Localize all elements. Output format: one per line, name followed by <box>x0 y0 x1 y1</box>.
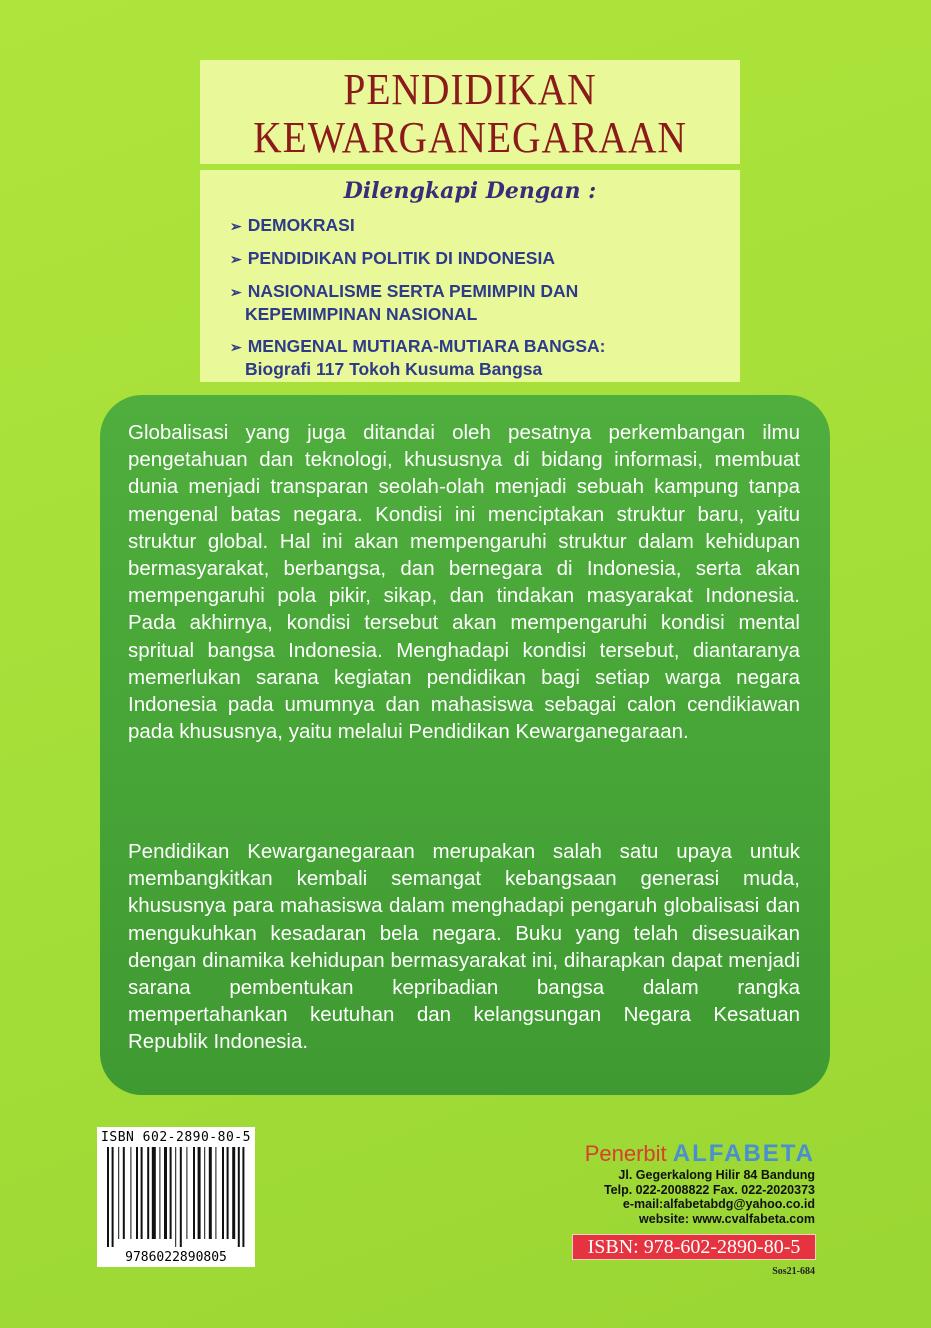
barcode-bar <box>107 1147 109 1247</box>
contents-item <box>230 247 606 270</box>
blurb-paragraph-2: Pendidikan Kewarganegaraan merupakan salah satu upaya untuk membangkitkan kembali semangat kebangsaan generasi muda, khususnya para mahasiswa dalam menghadapi pengaruh globalisasi dan mengukuhkan kesadaran bela negara. Buku yang telah disesuaikan dengan dinamika kehidupan bermasyarakat ini, diharapkan dapat menjadi sarana pembentukan kepribadian bangsa dalam rangka mempertahankan keutuhan dan kelangsungan Negara Kesatuan Republik Indonesia. <box>128 840 800 1054</box>
barcode-bar <box>123 1147 125 1239</box>
arrowhead-bullet-icon: ➢ <box>230 284 242 300</box>
publisher-email: e-mail:alfabetabdg@yahoo.co.id <box>622 1197 815 1211</box>
barcode-bar <box>222 1147 224 1239</box>
blurb-box <box>100 395 830 1095</box>
barcode-bar <box>232 1147 235 1239</box>
publisher-address: Jl. Gegerkalong Hilir 84 Bandung <box>618 1168 815 1182</box>
barcode-bar <box>130 1147 131 1239</box>
barcode-bar <box>215 1147 216 1239</box>
contents-panel <box>200 170 740 382</box>
publisher-name <box>585 1140 815 1168</box>
contents-item-text-2: KEPEMIMPINAN NASIONAL <box>245 304 478 324</box>
arrowhead-bullet-icon: ➢ <box>230 218 242 234</box>
barcode-bar <box>227 1147 229 1239</box>
barcode-bars <box>105 1147 247 1247</box>
barcode-bar <box>175 1147 176 1247</box>
title-line-2: KEWARGANEGARAAN <box>253 113 687 162</box>
contents-item <box>230 335 606 380</box>
barcode-bar <box>118 1147 119 1239</box>
arrowhead-bullet-icon: ➢ <box>230 251 242 267</box>
barcode-isbn-text: ISBN 602-2890-80-5 <box>101 1130 251 1145</box>
publisher-prefix: Penerbit <box>584 1141 667 1166</box>
arrowhead-bullet-icon: ➢ <box>230 339 242 355</box>
barcode-bar <box>209 1147 212 1239</box>
barcode-bar <box>164 1147 167 1239</box>
contents-item-text: DEMOKRASI <box>247 215 355 235</box>
barcode-bar <box>159 1147 160 1239</box>
title-line-1: PENDIDIKAN <box>343 65 597 114</box>
publisher-logo-text: ALFABETA <box>672 1140 815 1167</box>
barcode-bar <box>180 1147 182 1247</box>
barcode-bar <box>238 1147 240 1247</box>
barcode-bar <box>186 1147 187 1239</box>
barcode-number: 9786022890805 <box>125 1250 227 1265</box>
barcode <box>97 1127 255 1267</box>
barcode-bar <box>198 1147 201 1239</box>
title-panel <box>200 60 740 164</box>
barcode-bar <box>193 1147 195 1239</box>
contents-intro: Dilengkapi Dengan : <box>343 178 597 204</box>
contents-item-text: NASIONALISME SERTA PEMIMPIN DAN <box>247 281 579 301</box>
barcode-bar <box>136 1147 138 1239</box>
barcode-bar <box>204 1147 205 1239</box>
barcode-bar <box>141 1147 143 1239</box>
barcode-bar <box>152 1147 156 1239</box>
contents-list <box>230 214 606 390</box>
publisher-info <box>585 1140 815 1226</box>
barcode-bar <box>112 1147 114 1247</box>
blurb-paragraph-1: Globalisasi yang juga ditandai oleh pesatnya perkembangan ilmu pengetahuan dan teknologi, khususnya di bidang informasi, membuat dunia menjadi transparan seolah-olah menjadi sebuah kampung tanpa mengenal batas negara. Kondisi ini menciptakan struktur baru, yaitu struktur global. Hal ini akan mempengaruhi struktur dalam kehidupan bermasyarakat, berbangsa, dan bernegara di Indonesia, serta akan mempengaruhi pola pikir, sikap, dan tindakan masyarakat Indonesia. Pada akhirnya, kondisi tersebut akan mempengaruhi kondisi mental spritual bangsa Indonesia. Menghadapi kondisi tersebut, diantaranya memerlukan sarana kegiatan pendidikan bagi setiap warga negara Indonesia pada umumnya dan mahasiswa sebagai calon cendikiawan pada khususnya, yaitu melalui Pendidikan Kewarganegaraan. <box>128 421 800 744</box>
barcode-bar <box>242 1147 244 1247</box>
contents-item <box>230 214 606 237</box>
catalog-code: Sos21-684 <box>772 1266 815 1277</box>
contents-item-text-2: Biografi 117 Tokoh Kusuma Bangsa <box>245 359 543 379</box>
contents-item-text: PENDIDIKAN POLITIK DI INDONESIA <box>247 248 555 268</box>
contents-item <box>230 280 606 325</box>
barcode-bar <box>170 1147 172 1239</box>
isbn-label: ISBN: 978-602-2890-80-5 <box>572 1234 816 1260</box>
publisher-website: website: www.cvalfabeta.com <box>639 1211 815 1226</box>
barcode-bar <box>147 1147 149 1239</box>
contents-item-text: MENGENAL MUTIARA-MUTIARA BANGSA: <box>247 336 606 356</box>
publisher-phone: Telp. 022-2008822 Fax. 022-2020373 <box>603 1182 815 1197</box>
